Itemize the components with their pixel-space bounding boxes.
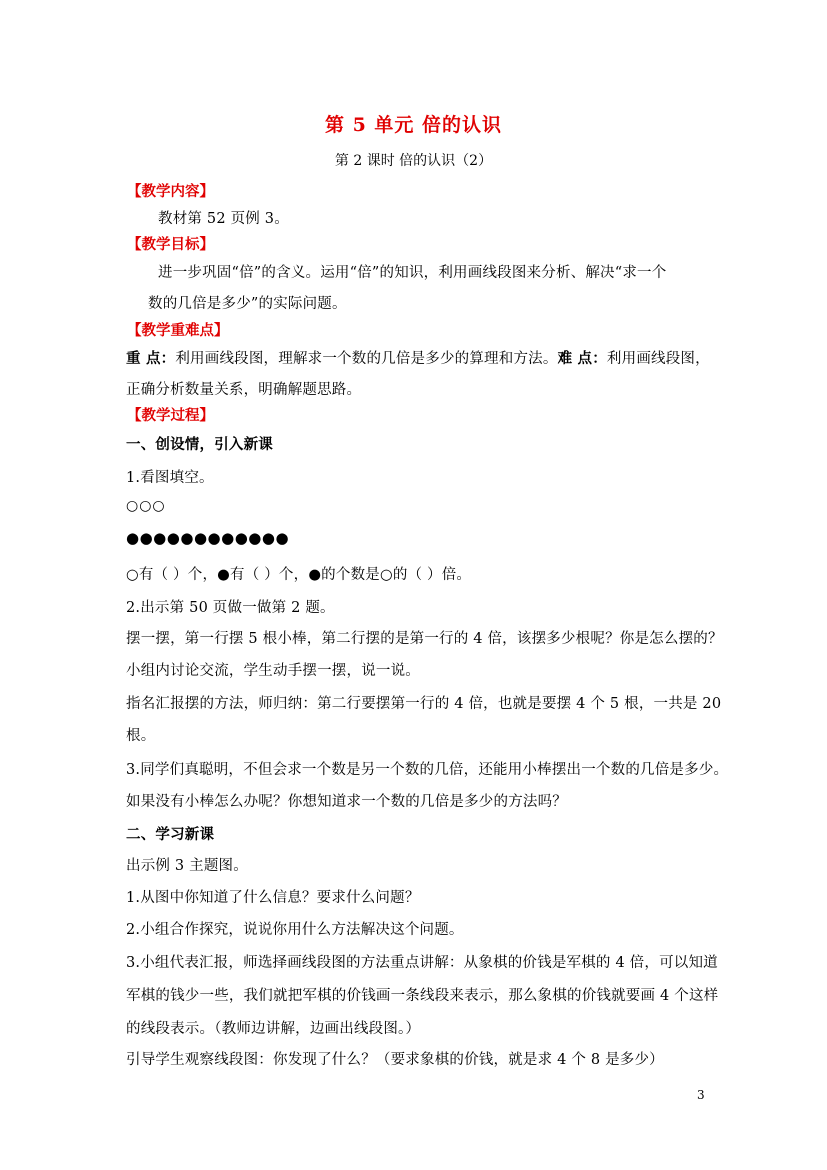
part1-q2-line1: 摆一摆，第一行摆 5 根小棒，第二行摆的是第一行的 4 倍，该摆多少根呢？你是怎么摆的？ (126, 631, 723, 647)
page-number: 3 (697, 1088, 705, 1102)
content-heading: 【教学内容】 (127, 183, 214, 200)
part2-heading: 二、学习新课 (126, 826, 215, 843)
part1-q2: 2.出示第 50 页做一做第 2 题。 (126, 600, 335, 616)
fill-blank-question: ○有（ ）个，●有（ ）个，●的个数是○的（ ）倍。 (126, 567, 472, 583)
part2-s1: 1.从图中你知道了什么信息？要求什么问题？ (126, 890, 420, 906)
page-title: 第 5 单元 倍的认识 (324, 114, 503, 136)
goal-text-line2: 数的几倍是多少”的实际问题。 (148, 296, 347, 312)
content-text: 教材第 52 页例 3。 (158, 211, 289, 227)
difficulty-label: 难 点： (557, 350, 607, 367)
goal-heading: 【教学目标】 (127, 236, 214, 253)
part2-s3-line2: 军棋的钱少一些，我们就把军棋的价钱画一条线段来表示，那么象棋的价钱就要画 4 个这样 (126, 988, 719, 1004)
part2-intro: 出示例 3 主题图。 (126, 858, 248, 874)
keypoint-heading: 【教学重难点】 (127, 322, 229, 339)
part2-s3-line1: 3.小组代表汇报，师选择画线段图的方法重点讲解：从象棋的价钱是军棋的 4 倍，可以知道 (126, 955, 718, 971)
part1-q3-line1: 3.同学们真聪明，不但会求一个数是另一个数的几倍，还能用小棒摆出一个数的几倍是多少。 (126, 762, 729, 778)
part2-s2: 2.小组合作探究，说说你用什么方法解决这个问题。 (126, 922, 464, 938)
part2-s3-line3: 的线段表示。（教师边讲解，边画出线段图。） (126, 1021, 421, 1037)
part1-q1: 1.看图填空。 (126, 470, 214, 486)
process-heading: 【教学过程】 (127, 407, 214, 424)
part1-q2-line4: 根。 (126, 728, 156, 744)
keypoint-line2: 正确分析数量关系，明确解题思路。 (126, 382, 362, 398)
keypoint-label: 重 点： (126, 350, 176, 367)
part1-q2-line3: 指名汇报摆的方法，师归纳：第二行要摆第一行的 4 倍，也就是要摆 4 个 5 根，一共是 20 (126, 696, 722, 712)
keypoint-text: 利用画线段图，理解求一个数的几倍是多少的算理和方法。 (175, 351, 558, 367)
part1-q2-line2: 小组内讨论交流，学生动手摆一摆，说一说。 (126, 663, 420, 679)
part1-heading: 一、创设情，引入新课 (126, 436, 273, 453)
difficulty-text: 利用画线段图， (606, 351, 710, 367)
lesson-subtitle: 第 2 课时 倍的认识（2） (334, 153, 493, 169)
part1-q3-line2: 如果没有小棒怎么办呢？你想知道求一个数的几倍是多少的方法吗？ (126, 794, 567, 810)
goal-text-line1: 进一步巩固“倍”的含义。运用“倍”的知识，利用画线段图来分析、解决“求一个 (158, 265, 667, 281)
open-circles: ○○○ (126, 498, 166, 514)
part2-s4: 引导学生观察线段图：你发现了什么？（要求象棋的价钱，就是求 4 个 8 是多少） (126, 1052, 664, 1068)
filled-circles: ●●●●●●●●●●●● (126, 529, 290, 547)
keypoint-line1 (126, 347, 710, 368)
